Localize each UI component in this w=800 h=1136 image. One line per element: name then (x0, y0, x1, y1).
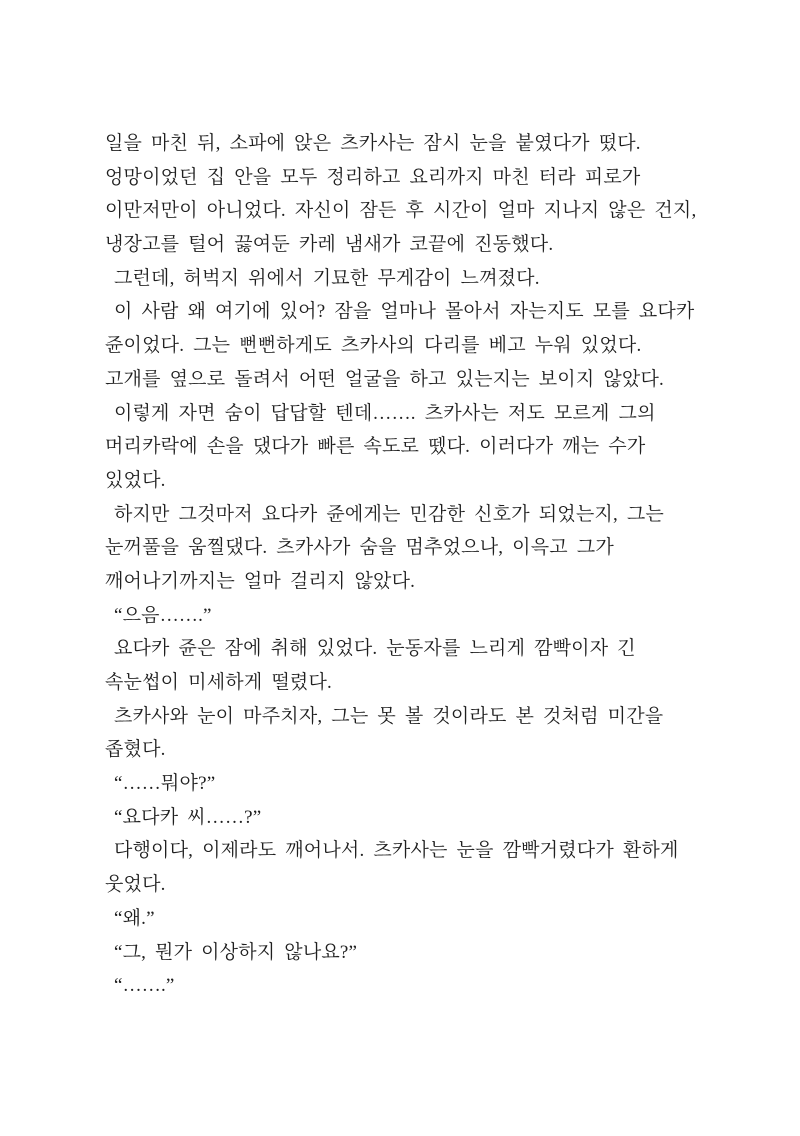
text-line: 머리카락에 손을 댔다가 빠른 속도로 뗐다. 이러다가 깨는 수가 (105, 436, 646, 458)
text-line: 츠카사와 눈이 마주치자, 그는 못 볼 것이라도 본 것처럼 미간을 (105, 705, 664, 727)
dialogue-line: “…….” (105, 975, 175, 997)
text-line: 있었다. (105, 469, 166, 491)
text-line: 웃었다. (105, 874, 166, 896)
text-line: 쥰이었다. 그는 뻔뻔하게도 츠카사의 다리를 베고 누워 있었다. (105, 335, 642, 357)
text-line: 일을 마친 뒤, 소파에 앉은 츠카사는 잠시 눈을 붙였다가 떴다. (105, 133, 641, 154)
text-line: 깨어나기까지는 얼마 걸리지 않았다. (105, 570, 416, 592)
text-line: 이 사람 왜 여기에 있어? 잠을 얼마나 몰아서 자는지도 모를 요다카 (105, 301, 695, 323)
text-line: 이렇게 자면 숨이 답답할 텐데……. 츠카사는 저도 모르게 그의 (105, 402, 656, 424)
novel-text-block (105, 127, 735, 1003)
dialogue-line: “요다카 씨……?” (105, 806, 262, 828)
dialogue-line: “……뭐야?” (105, 773, 216, 795)
text-line: 그런데, 허벅지 위에서 기묘한 무게감이 느껴졌다. (105, 267, 540, 289)
text-line: 눈꺼풀을 움찔댔다. 츠카사가 숨을 멈추었으나, 이윽고 그가 (105, 537, 614, 559)
text-line: 하지만 그것마저 요다카 쥰에게는 민감한 신호가 되었는지, 그는 (105, 503, 664, 525)
text-line: 이만저만이 아니었다. 자신이 잠든 후 시간이 얼마 지나지 않은 건지, (105, 200, 697, 222)
text-line: 냉장고를 털어 끓여둔 카레 냄새가 코끝에 진동했다. (105, 234, 554, 256)
text-line: 엉망이었던 집 안을 모두 정리하고 요리까지 마친 터라 피로가 (105, 166, 641, 188)
dialogue-line: “왜.” (105, 907, 155, 929)
text-line: 요다카 쥰은 잠에 취해 있었다. 눈동자를 느리게 깜빡이자 긴 (105, 638, 636, 660)
text-line: 속눈썹이 미세하게 떨렸다. (105, 672, 332, 693)
text-line: 고개를 옆으로 돌려서 어떤 얼굴을 하고 있는지는 보이지 않았다. (105, 368, 664, 390)
text-line: 좁혔다. (105, 739, 166, 761)
dialogue-line: “으음…….” (105, 604, 212, 626)
dialogue-line: “그, 뭔가 이상하지 않나요?” (105, 941, 358, 963)
text-line: 다행이다, 이제라도 깨어나서. 츠카사는 눈을 깜빡거렸다가 환하게 (105, 840, 679, 862)
